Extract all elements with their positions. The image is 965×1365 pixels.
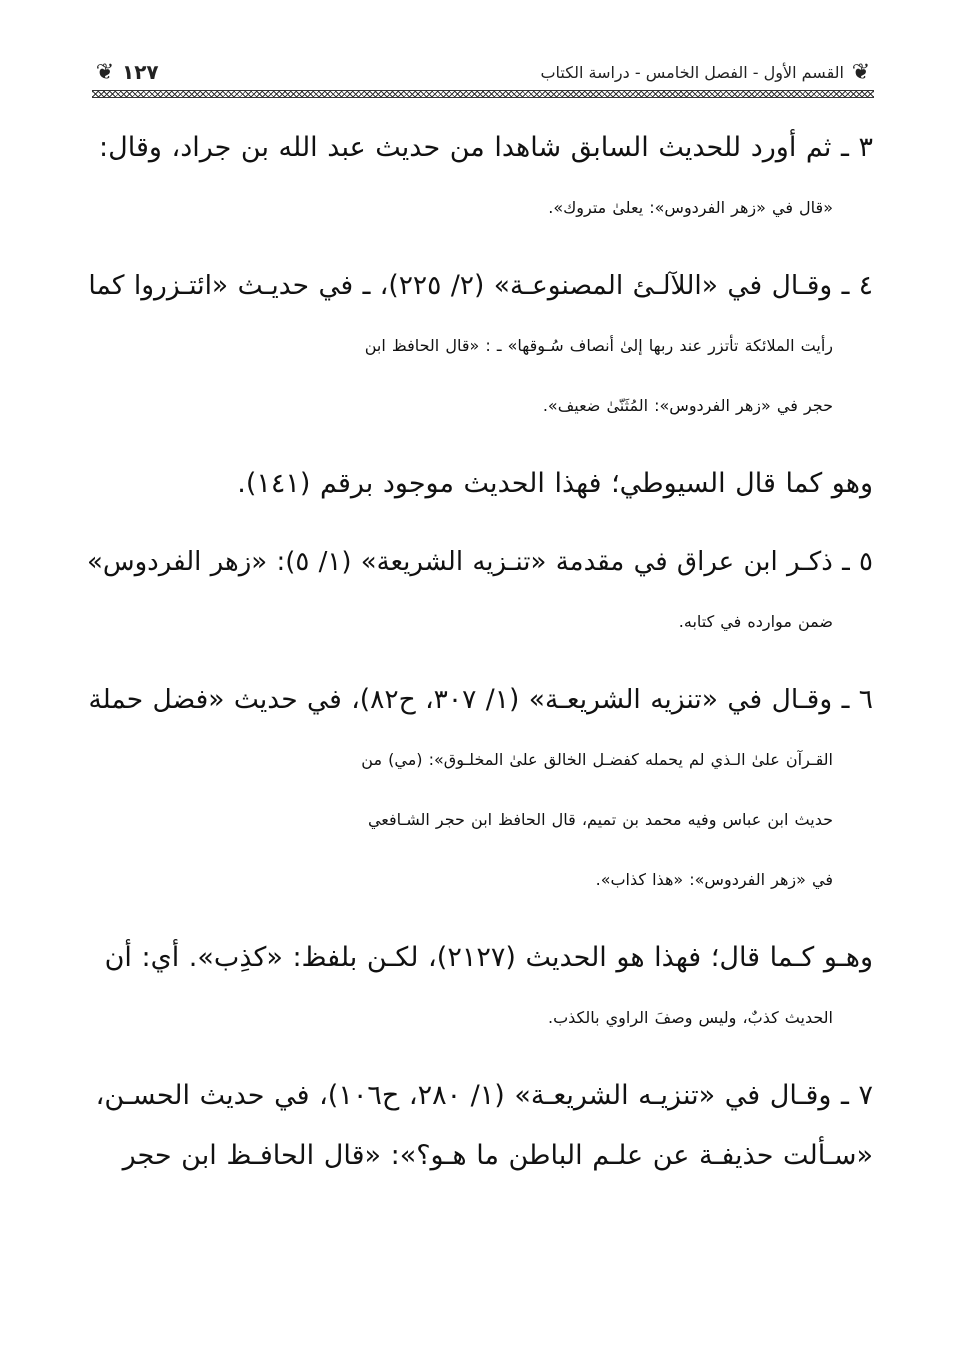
text-line: وهو كما قال السيوطي؛ فهذا الحديث موجود برقم (١٤١). <box>237 468 873 499</box>
ornament-icon: ❦ <box>95 60 115 85</box>
text-line: في «زهر الفردوس»: «هذا كذاب». <box>595 870 833 889</box>
text-line: وهـو كـما قال؛ فهذا هو الحديث (٢١٢٧)، لكـن بلفظ: «كذِب». أي: أن <box>104 942 873 973</box>
text-line: ٧ ـ وقـال في «تنزيـه الشريعـة» (١/ ٢٨٠، ح١٠٦)، في حديث الحسـن، <box>95 1080 873 1111</box>
paragraph-item-7 <box>88 1066 873 1186</box>
paragraph-item-3 <box>88 118 873 238</box>
text-line: ضمن موارده في كتابه. <box>678 612 833 631</box>
text-line: حجر في «زهر الفردوس»: المُثَنّىٰ ضعيف». <box>542 396 833 415</box>
text-line: رأيت الملائكة تأتزر عند ربها إلىٰ أنصاف سُـوقها» ـ : «قال الحافظ ابن <box>364 336 833 355</box>
running-title: القسم الأول - الفصل الخامس - دراسة الكتاب <box>540 63 844 82</box>
text-line: ٣ ـ ثم أورد للحديث السابق شاهدا من حديث عبد الله بن جراد، وقال: <box>99 132 873 163</box>
paragraph-item-6 <box>88 670 873 910</box>
paragraph-item-5 <box>88 532 873 652</box>
text-line: «سـألت حذيفـة عن علـم الباطن ما هـو؟»: «قال الحافـظ ابن حجر <box>122 1140 873 1171</box>
body-text <box>88 118 873 1204</box>
text-line: القـرآن علىٰ الـذي لم يحمله كفضـل الخالق علىٰ المخلـوق»: (مي) من <box>361 750 833 769</box>
ornament-icon: ❦ <box>851 60 871 85</box>
text-line: ٥ ـ ذكـر ابن عراق في مقدمة «تنـزيه الشريعة» (١/ ٥): «زهر الفردوس» <box>86 547 873 577</box>
text-line: حديث ابن عباس وفيه محمد بن تميم، قال الحافظ ابن حجر الشـافعي <box>367 810 833 829</box>
paragraph-item-4 <box>88 256 873 436</box>
text-line: «قال في «زهر الفردوس»: يعلىٰ متروك». <box>548 198 833 217</box>
text-line: ٦ ـ وقـال في «تنزيه الشريعـة» (١/ ٣٠٧، ح٨٢)، في حديث «فضل حملة <box>88 684 873 715</box>
page-number: ١٢٧ <box>122 60 159 84</box>
header-divider <box>92 90 874 98</box>
paragraph-comment <box>88 928 873 1048</box>
running-header <box>92 52 874 96</box>
paragraph-comment <box>88 454 873 514</box>
text-line: ٤ ـ وقـال في «اللآلـئ المصنوعـة» (٢/ ٢٢٥)، ـ في حديـث «ائتـزروا كما <box>88 270 873 301</box>
text-line: الحديث كذبٌ، وليس وصفَ الراوي بالكذب. <box>547 1008 833 1027</box>
